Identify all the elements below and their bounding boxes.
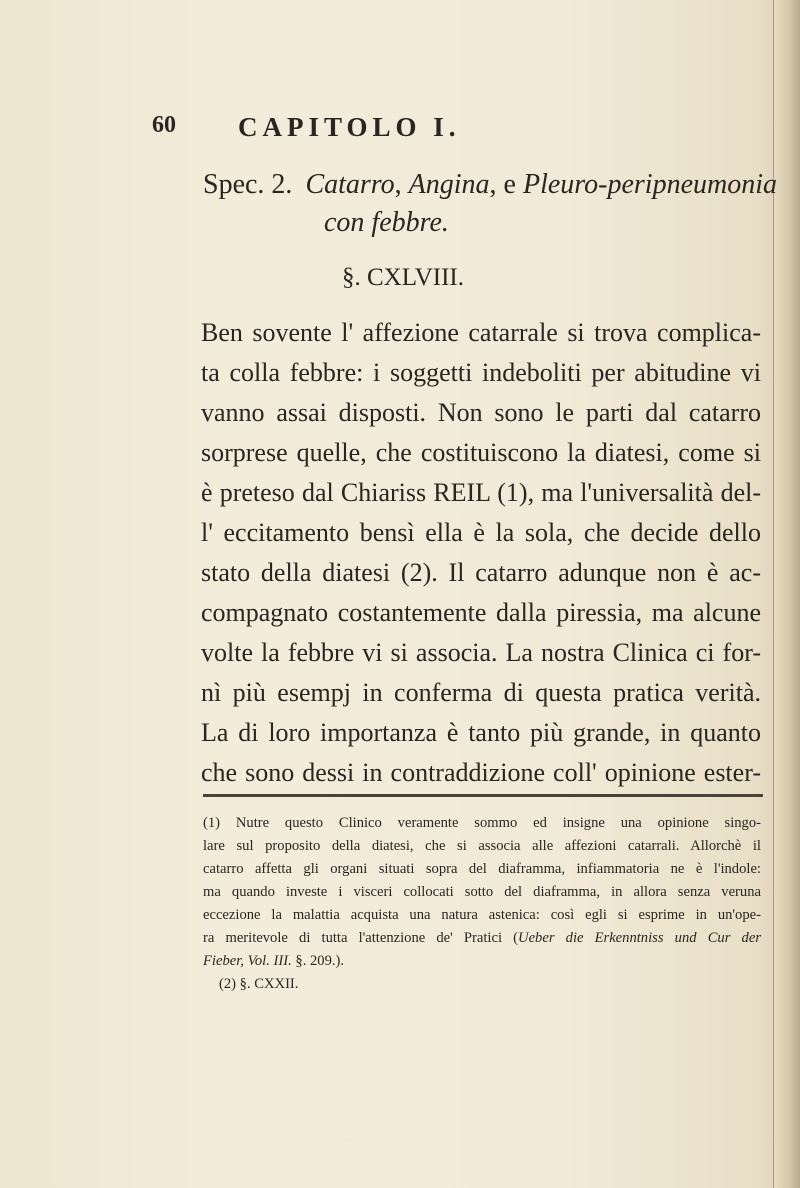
footnote-line: (2) §. CXXII. (219, 976, 299, 992)
page-edge (773, 0, 800, 1188)
species-number: Spec. 2. (203, 169, 293, 200)
body-paragraph (201, 313, 761, 793)
footnote-line: eccezione la malattia acquista una natura astenica: così egli si esprime in un'ope- (203, 907, 761, 923)
body-line: Ben sovente l' affezione catarrale si trova complica- (201, 318, 761, 347)
body-line: l' eccitamento bensì ella è la sola, che decide dello (201, 518, 761, 547)
footnote-line (203, 950, 761, 973)
footnote-line: lare sul proposito della diatesi, che si associa alle affezioni catarrali. Allorchè il (203, 838, 761, 854)
footnote-citation-section: §. 209.). (291, 953, 345, 969)
body-line: stato della diatesi (2). Il catarro adunque non è ac- (201, 558, 761, 587)
body-line: sorprese quelle, che costituiscono la diatesi, come si (201, 438, 761, 467)
page-number: 60 (152, 112, 176, 138)
body-line: vanno assai disposti. Non sono le parti dal catarro (201, 398, 761, 427)
footnote-divider (203, 794, 763, 797)
footnote-line: catarro affetta gli organi situati sopra del diaframma, infiammatoria ne è l'indole: (203, 861, 761, 877)
species-heading (203, 169, 778, 201)
footnote-line: ma quando investe i visceri collocati sotto del diaframma, in allora senza veruna (203, 884, 761, 900)
species-title-pleuro: Pleuro-peripneumonia (522, 169, 778, 200)
chapter-title: CAPITOLO I. (238, 112, 461, 142)
species-title-catarro: Catarro (305, 169, 395, 200)
body-line: nì più esempj in conferma di questa pratica verità. (201, 678, 761, 707)
footnote-citation-vol: Fieber, Vol. III. (203, 953, 292, 969)
page-header (152, 112, 712, 152)
body-line: La di loro importanza è tanto più grande, in quanto (201, 718, 761, 747)
footnote-line: (1) Nutre questo Clinico veramente sommo ed insigne una opinione singo- (203, 815, 761, 831)
footnote-text: ra meritevole di tutta l'attenzione de' Pratici ( (203, 930, 519, 946)
footnote-citation-title: Ueber die Erkenntniss und Cur der (518, 930, 761, 946)
species-subtitle: con febbre. (324, 207, 449, 238)
body-line: compagnato costantemente dalla piressia, ma alcune (201, 598, 761, 627)
body-line: che sono dessi in contraddizione coll' opinione ester- (201, 758, 761, 787)
section-number: §. CXLVIII. (342, 264, 464, 291)
species-title-angina: Angina (408, 169, 490, 200)
body-line: è preteso dal Chiariss REIL (1), ma l'universalità del- (201, 478, 761, 507)
species-title-sep: , (394, 169, 402, 200)
footnote-line (203, 927, 761, 950)
body-line: ta colla febbre: i soggetti indeboliti per abitudine vi (201, 358, 761, 387)
footnotes (203, 812, 761, 996)
body-line: volte la febbre vi si associa. La nostra Clinica ci for- (201, 638, 761, 667)
species-title-conj: , e (489, 169, 516, 200)
